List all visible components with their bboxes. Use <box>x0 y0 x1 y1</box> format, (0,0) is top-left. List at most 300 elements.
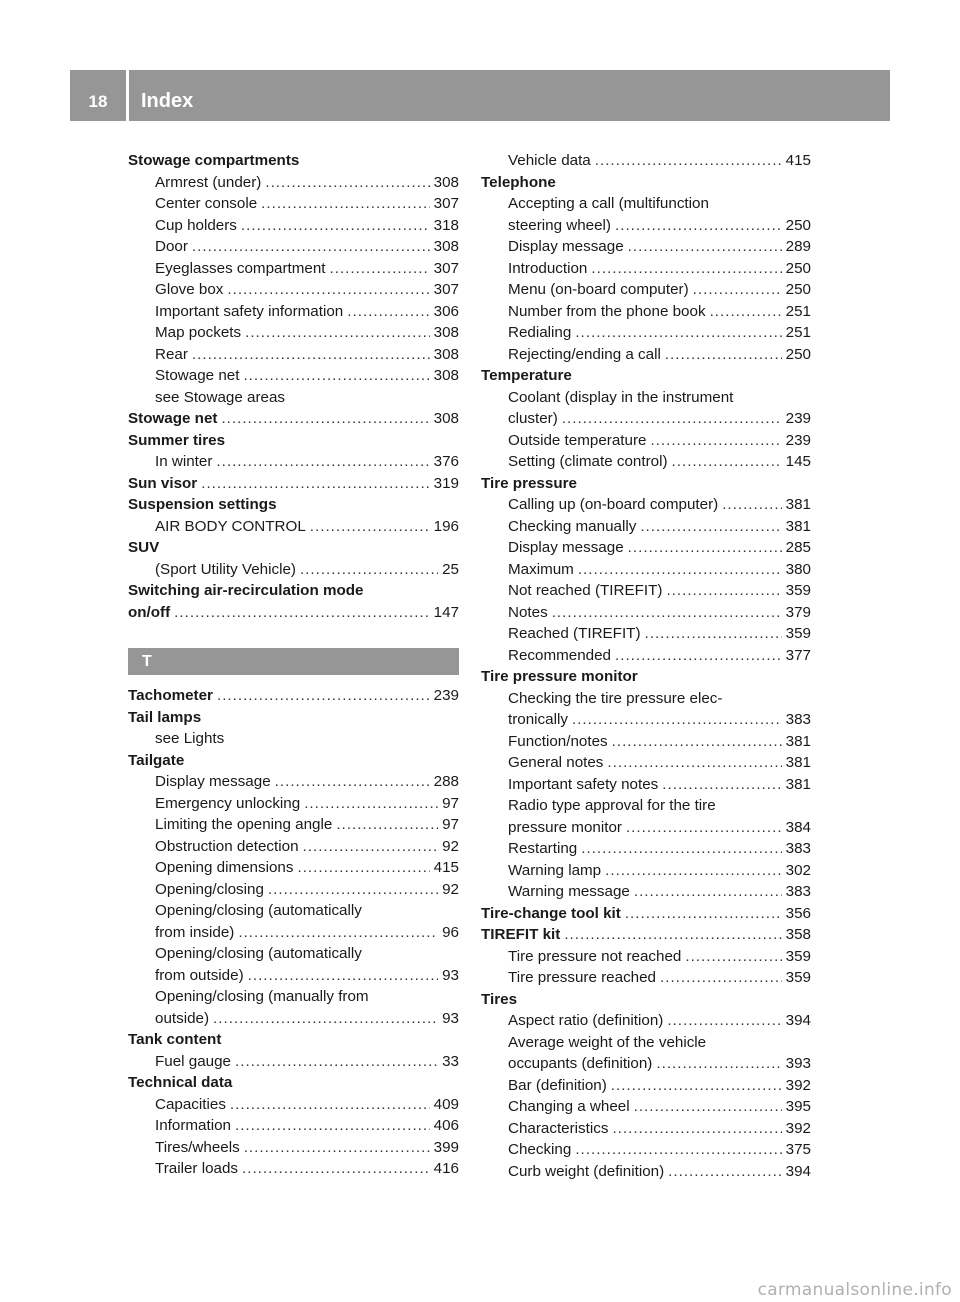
index-entry-page: 288 <box>433 773 459 790</box>
index-entry-page: 33 <box>442 1052 459 1070</box>
index-entry <box>481 752 811 774</box>
index-entry-label: Setting (climate control) <box>508 453 668 470</box>
index-entry-leader <box>243 365 429 387</box>
index-entry <box>128 516 459 538</box>
index-entry-label: Opening/closing (automatically <box>155 902 362 919</box>
index-entry-label: General notes <box>508 754 604 771</box>
index-entry-label: Glove box <box>155 281 224 298</box>
index-entry-page: 416 <box>433 1160 459 1177</box>
index-entry-label: Tailgate <box>128 751 185 769</box>
index-entry-leader <box>685 946 781 968</box>
index-entry-label: Sun visor <box>128 474 198 492</box>
index-entry-label: Average weight of the vehicle <box>508 1033 707 1051</box>
index-entry <box>481 1053 811 1075</box>
page-number: 18 <box>88 92 108 111</box>
index-entry-label: (Sport Utility Vehicle) <box>155 560 296 578</box>
index-entry <box>481 989 811 1011</box>
index-entry-label: Reached (TIREFIT) <box>508 625 641 642</box>
index-entry <box>481 580 811 602</box>
index-entry <box>128 771 459 793</box>
index-entry <box>481 817 811 839</box>
index-entry-leader <box>303 836 439 858</box>
index-entry-leader <box>241 215 430 237</box>
index-entry-page: 308 <box>433 410 459 427</box>
index-entry-leader <box>615 645 782 667</box>
index-entry-leader <box>230 1094 430 1116</box>
index-entry <box>128 537 459 559</box>
index-entry-label: Bar (definition) <box>508 1076 607 1094</box>
index-entry <box>128 857 459 879</box>
index-entry-page: 239 <box>433 687 459 704</box>
index-entry-page: 392 <box>785 1119 811 1137</box>
index-entry <box>128 814 459 836</box>
index-entry-label: Tachometer <box>128 687 213 704</box>
index-entry <box>128 322 459 344</box>
index-entry <box>128 900 459 922</box>
index-entry-label: from inside) <box>155 923 235 941</box>
index-entry-leader <box>217 685 430 707</box>
index-entry <box>481 494 811 516</box>
index-entry-leader <box>626 817 782 839</box>
index-entry-leader <box>660 967 782 989</box>
index-entry <box>128 1051 459 1073</box>
index-entry-leader <box>221 408 429 430</box>
index-entry-page: 285 <box>785 539 811 556</box>
index-entry-page: 308 <box>433 324 459 341</box>
index-entry <box>128 1008 459 1030</box>
index-entry-label: tronically <box>508 711 568 728</box>
index-entry-page: 409 <box>433 1095 459 1113</box>
index-entry-leader <box>562 408 782 430</box>
index-entry <box>481 1075 811 1097</box>
index-entry-label: Tire-change tool kit <box>481 904 621 922</box>
index-entry-leader <box>634 1096 782 1118</box>
index-entry-label: Warning message <box>508 883 630 900</box>
index-entry <box>481 344 811 366</box>
index-entry <box>481 602 811 624</box>
index-list-s <box>128 150 459 623</box>
index-entry <box>128 430 459 452</box>
index-entry-leader <box>248 965 438 987</box>
index-entry <box>481 301 811 323</box>
index-entry <box>128 793 459 815</box>
index-entry <box>481 623 811 645</box>
index-entry <box>481 430 811 452</box>
index-entry <box>128 1094 459 1116</box>
index-entry-page: 289 <box>785 238 811 255</box>
index-entry-leader <box>625 903 782 925</box>
index-entry-label: Opening dimensions <box>155 859 294 876</box>
index-entry-label: Vehicle data <box>508 152 591 169</box>
index-entry-page: 415 <box>785 152 811 169</box>
index-entry-label: Obstruction detection <box>155 837 299 855</box>
section-header-t: T <box>128 648 459 675</box>
index-entry-leader <box>640 516 781 538</box>
index-entry-page: 251 <box>785 324 811 341</box>
index-entry <box>481 860 811 882</box>
index-entry-page: 251 <box>785 302 811 320</box>
index-entry-label: Menu (on-board computer) <box>508 281 689 298</box>
index-entry-leader <box>666 580 781 602</box>
index-entry-leader <box>265 172 429 194</box>
index-entry-label: Calling up (on-board computer) <box>508 496 719 513</box>
index-entry <box>128 559 459 581</box>
index-entry-leader <box>634 881 782 903</box>
index-entry <box>481 967 811 989</box>
index-entry-page: 308 <box>433 238 459 255</box>
index-entry-page: 93 <box>442 966 459 984</box>
index-entry <box>128 1115 459 1137</box>
index-entry-leader <box>242 1158 430 1180</box>
index-entry-page: 250 <box>785 345 811 363</box>
index-entry-leader <box>693 279 782 301</box>
index-entry <box>481 1032 811 1054</box>
index-entry-label: Redialing <box>508 324 572 341</box>
index-entry-label: Stowage net <box>155 367 240 384</box>
index-entry <box>481 1010 811 1032</box>
index-entry <box>128 1137 459 1159</box>
index-entry-label: Not reached (TIREFIT) <box>508 582 663 599</box>
index-entry-leader <box>297 857 429 879</box>
index-entry-page: 392 <box>785 1076 811 1094</box>
index-entry-page: 307 <box>433 259 459 277</box>
index-entry-label: Temperature <box>481 367 572 384</box>
index-entry <box>481 709 811 731</box>
index-entry <box>481 1139 811 1161</box>
index-column-left <box>128 150 459 1180</box>
index-entry-leader <box>667 1010 781 1032</box>
index-entry <box>481 666 811 688</box>
index-entry-page: 97 <box>442 816 459 833</box>
index-entry-label: Tire pressure <box>481 474 577 492</box>
index-entry-leader <box>238 922 438 944</box>
index-entry-label: Accepting a call (multifunction <box>508 195 709 212</box>
index-entry-page: 196 <box>433 517 459 535</box>
index-entry <box>481 1118 811 1140</box>
index-entry-leader <box>275 771 430 793</box>
index-entry-page: 308 <box>433 367 459 384</box>
index-entry-label: Door <box>155 238 188 255</box>
index-entry-label: Rear <box>155 345 188 363</box>
index-entry-leader <box>662 774 781 796</box>
index-entry-page: 92 <box>442 880 459 898</box>
index-entry-leader <box>552 602 782 624</box>
index-entry-label: Introduction <box>508 259 588 277</box>
index-entry-label: Stowage compartments <box>128 152 300 169</box>
index-entry-label: Notes <box>508 603 548 621</box>
index-entry-leader <box>605 860 782 882</box>
index-entry <box>481 645 811 667</box>
index-entry-leader <box>572 709 782 731</box>
index-entry <box>481 731 811 753</box>
index-entry <box>128 172 459 194</box>
index-entry-page: 376 <box>433 453 459 470</box>
index-entry-label: Function/notes <box>508 732 608 750</box>
index-entry-label: TIREFIT kit <box>481 926 561 943</box>
index-entry-label: Aspect ratio (definition) <box>508 1012 664 1029</box>
index-entry-label: Limiting the opening angle <box>155 816 333 833</box>
index-entry <box>128 965 459 987</box>
index-entry-label: Information <box>155 1117 231 1134</box>
index-entry-page: 318 <box>433 216 459 234</box>
index-entry-leader <box>300 559 438 581</box>
index-entry-leader <box>244 1137 430 1159</box>
index-entry-label: Opening/closing (manually from <box>155 988 369 1005</box>
index-entry-page: 394 <box>785 1012 811 1029</box>
index-entry <box>481 387 811 409</box>
page-header <box>70 70 890 121</box>
index-entry-leader <box>304 793 438 815</box>
index-entry-leader <box>336 814 438 836</box>
index-entry-leader <box>722 494 781 516</box>
index-entry-leader <box>575 1139 781 1161</box>
index-entry-leader <box>347 301 429 323</box>
index-entry-leader <box>235 1051 438 1073</box>
index-entry-label: Curb weight (definition) <box>508 1162 665 1180</box>
index-entry-page: 383 <box>785 840 811 857</box>
index-entry-label: from outside) <box>155 966 244 984</box>
index-entry-page: 250 <box>785 216 811 234</box>
index-entry <box>481 215 811 237</box>
index-entry-leader <box>575 322 781 344</box>
index-entry-label: Tail lamps <box>128 708 202 726</box>
index-entry <box>128 150 459 172</box>
index-entry <box>128 387 459 409</box>
index-entry-label: Outside temperature <box>508 431 647 449</box>
index-entry <box>128 1158 459 1180</box>
index-entry-label: Restarting <box>508 840 578 857</box>
index-entry-label: Checking manually <box>508 517 637 535</box>
index-entry-label: see Lights <box>155 730 225 747</box>
index-entry <box>481 451 811 473</box>
index-entry <box>128 279 459 301</box>
index-entry <box>128 215 459 237</box>
index-entry <box>481 688 811 710</box>
index-entry-page: 375 <box>785 1141 811 1158</box>
index-entry-leader <box>192 344 430 366</box>
index-entry-label: Display message <box>508 238 624 255</box>
index-entry-label: Cup holders <box>155 216 237 234</box>
index-entry-page: 147 <box>433 603 459 621</box>
index-entry-label: Tire pressure reached <box>508 969 657 986</box>
index-entry-label: Tire pressure monitor <box>481 668 638 685</box>
index-entry-label: Warning lamp <box>508 861 602 879</box>
index-entry <box>481 258 811 280</box>
index-entry <box>128 365 459 387</box>
index-entry-leader <box>578 559 782 581</box>
index-entry-label: Telephone <box>481 173 556 191</box>
index-entry <box>128 301 459 323</box>
index-entry-leader <box>330 258 430 280</box>
index-entry-page: 308 <box>433 173 459 191</box>
index-entry-page: 383 <box>785 883 811 900</box>
index-column-right <box>481 150 811 1182</box>
index-entry-leader <box>595 150 782 172</box>
index-entry-leader <box>564 924 781 946</box>
index-entry-leader <box>310 516 430 538</box>
index-entry <box>481 795 811 817</box>
index-entry-label: Emergency unlocking <box>155 794 301 812</box>
index-entry <box>128 1072 459 1094</box>
index-entry-page: 399 <box>433 1138 459 1156</box>
index-entry <box>128 943 459 965</box>
index-entry-page: 359 <box>785 625 811 642</box>
index-entry-page: 25 <box>442 560 459 578</box>
index-entry <box>481 946 811 968</box>
index-entry-leader <box>710 301 782 323</box>
index-entry-page: 379 <box>785 603 811 621</box>
index-entry-leader <box>201 473 429 495</box>
index-entry-label: Tank content <box>128 1031 222 1048</box>
index-entry-leader <box>607 752 781 774</box>
index-entry-label: Checking the tire pressure elec- <box>508 689 723 707</box>
index-entry-leader <box>656 1053 781 1075</box>
index-entry-page: 302 <box>785 861 811 879</box>
index-entry-label: Center console <box>155 195 258 212</box>
index-entry-label: Switching air-recirculation mode <box>128 582 364 599</box>
index-entry-page: 97 <box>442 794 459 812</box>
index-entry-page: 381 <box>785 517 811 535</box>
index-entry-page: 406 <box>433 1117 459 1134</box>
index-entry-page: 306 <box>433 302 459 320</box>
index-entry <box>128 685 459 707</box>
index-entry-page: 93 <box>442 1009 459 1027</box>
index-entry-leader <box>216 451 429 473</box>
index-entry-label: Capacities <box>155 1095 226 1113</box>
index-entry-page: 393 <box>785 1055 811 1072</box>
index-entry-label: Important safety notes <box>508 775 659 793</box>
index-entry-label: Suspension settings <box>128 496 277 513</box>
index-entry-label: SUV <box>128 539 160 556</box>
index-entry-label: Tires/wheels <box>155 1138 240 1156</box>
index-entry <box>128 193 459 215</box>
index-entry <box>481 279 811 301</box>
index-entry-page: 359 <box>785 582 811 599</box>
index-entry-leader <box>268 879 438 901</box>
index-entry-leader <box>581 838 781 860</box>
index-entry <box>481 1161 811 1183</box>
header-divider <box>126 70 129 121</box>
index-entry-label: Recommended <box>508 646 611 664</box>
index-entry-leader <box>235 1115 430 1137</box>
index-entry-leader <box>213 1008 438 1030</box>
index-entry-label: Checking <box>508 1141 572 1158</box>
index-entry-label: see Stowage areas <box>155 388 286 406</box>
index-entry-page: 358 <box>785 926 811 943</box>
index-entry <box>481 193 811 215</box>
index-entry-label: Maximum <box>508 560 574 578</box>
index-entry <box>128 451 459 473</box>
index-entry-page: 250 <box>785 281 811 298</box>
index-entry <box>128 728 459 750</box>
index-entry-leader <box>612 1118 781 1140</box>
index-entry <box>128 922 459 944</box>
index-entry-label: Display message <box>155 773 271 790</box>
index-entry-label: pressure monitor <box>508 818 622 836</box>
index-entry-leader <box>174 602 429 624</box>
index-entry <box>128 986 459 1008</box>
index-list-t-continued <box>481 150 811 1182</box>
index-entry <box>481 236 811 258</box>
index-entry-leader <box>591 258 781 280</box>
index-entry-label: Fuel gauge <box>155 1052 231 1070</box>
index-entry <box>128 879 459 901</box>
index-entry-label: Eyeglasses compartment <box>155 259 326 277</box>
index-entry <box>481 774 811 796</box>
index-list-t <box>128 685 459 1180</box>
index-entry-label: In winter <box>155 453 213 470</box>
index-entry-page: 145 <box>785 453 811 470</box>
index-entry-page: 307 <box>433 281 459 298</box>
index-entry-page: 395 <box>785 1098 811 1115</box>
index-entry <box>128 750 459 772</box>
index-entry-label: Important safety information <box>155 302 344 320</box>
index-entry <box>481 1096 811 1118</box>
index-entry-label: Radio type approval for the tire <box>508 797 716 814</box>
index-entry-page: 96 <box>442 923 459 941</box>
index-entry-leader <box>665 344 782 366</box>
index-entry-label: Coolant (display in the instrument <box>508 388 734 406</box>
index-entry-page: 381 <box>785 754 811 771</box>
index-entry <box>481 150 811 172</box>
index-entry-page: 359 <box>785 969 811 986</box>
index-entry-label: Opening/closing <box>155 880 264 898</box>
index-entry-page: 319 <box>433 474 459 492</box>
index-entry-leader <box>245 322 430 344</box>
index-entry-page: 377 <box>785 646 811 664</box>
index-entry <box>128 473 459 495</box>
index-entry <box>481 537 811 559</box>
index-entry <box>128 580 459 602</box>
index-entry <box>481 559 811 581</box>
index-entry-leader <box>672 451 782 473</box>
index-entry-page: 381 <box>785 775 811 793</box>
index-entry-leader <box>615 215 782 237</box>
index-entry-page: 239 <box>785 410 811 427</box>
index-entry <box>481 408 811 430</box>
index-entry <box>481 924 811 946</box>
index-entry-leader <box>611 1075 782 1097</box>
index-entry <box>481 903 811 925</box>
watermark: carmanualsonline.info <box>757 1280 952 1300</box>
index-entry-label: Armrest (under) <box>155 173 262 191</box>
index-entry-leader <box>261 193 430 215</box>
index-entry-label: Display message <box>508 539 624 556</box>
index-entry <box>481 365 811 387</box>
index-entry-label: occupants (definition) <box>508 1055 653 1072</box>
index-entry-label: Summer tires <box>128 431 226 449</box>
index-entry <box>128 1029 459 1051</box>
index-entry-label: Changing a wheel <box>508 1098 630 1115</box>
index-entry-label: Tire pressure not reached <box>508 947 682 965</box>
index-entry-label: on/off <box>128 603 171 621</box>
index-entry-leader <box>668 1161 781 1183</box>
index-entry-page: 92 <box>442 837 459 855</box>
index-entry-page: 384 <box>785 818 811 836</box>
index-entry <box>481 516 811 538</box>
index-entry-label: Characteristics <box>508 1119 609 1137</box>
index-entry <box>481 473 811 495</box>
index-entry-page: 380 <box>785 560 811 578</box>
index-entry <box>481 838 811 860</box>
index-entry <box>128 236 459 258</box>
index-entry-page: 356 <box>785 904 811 922</box>
index-entry-label: Opening/closing (automatically <box>155 945 362 962</box>
index-entry-page: 394 <box>785 1162 811 1180</box>
index-entry-page: 308 <box>433 345 459 363</box>
index-entry <box>128 836 459 858</box>
index-entry-label: Rejecting/ending a call <box>508 345 661 363</box>
